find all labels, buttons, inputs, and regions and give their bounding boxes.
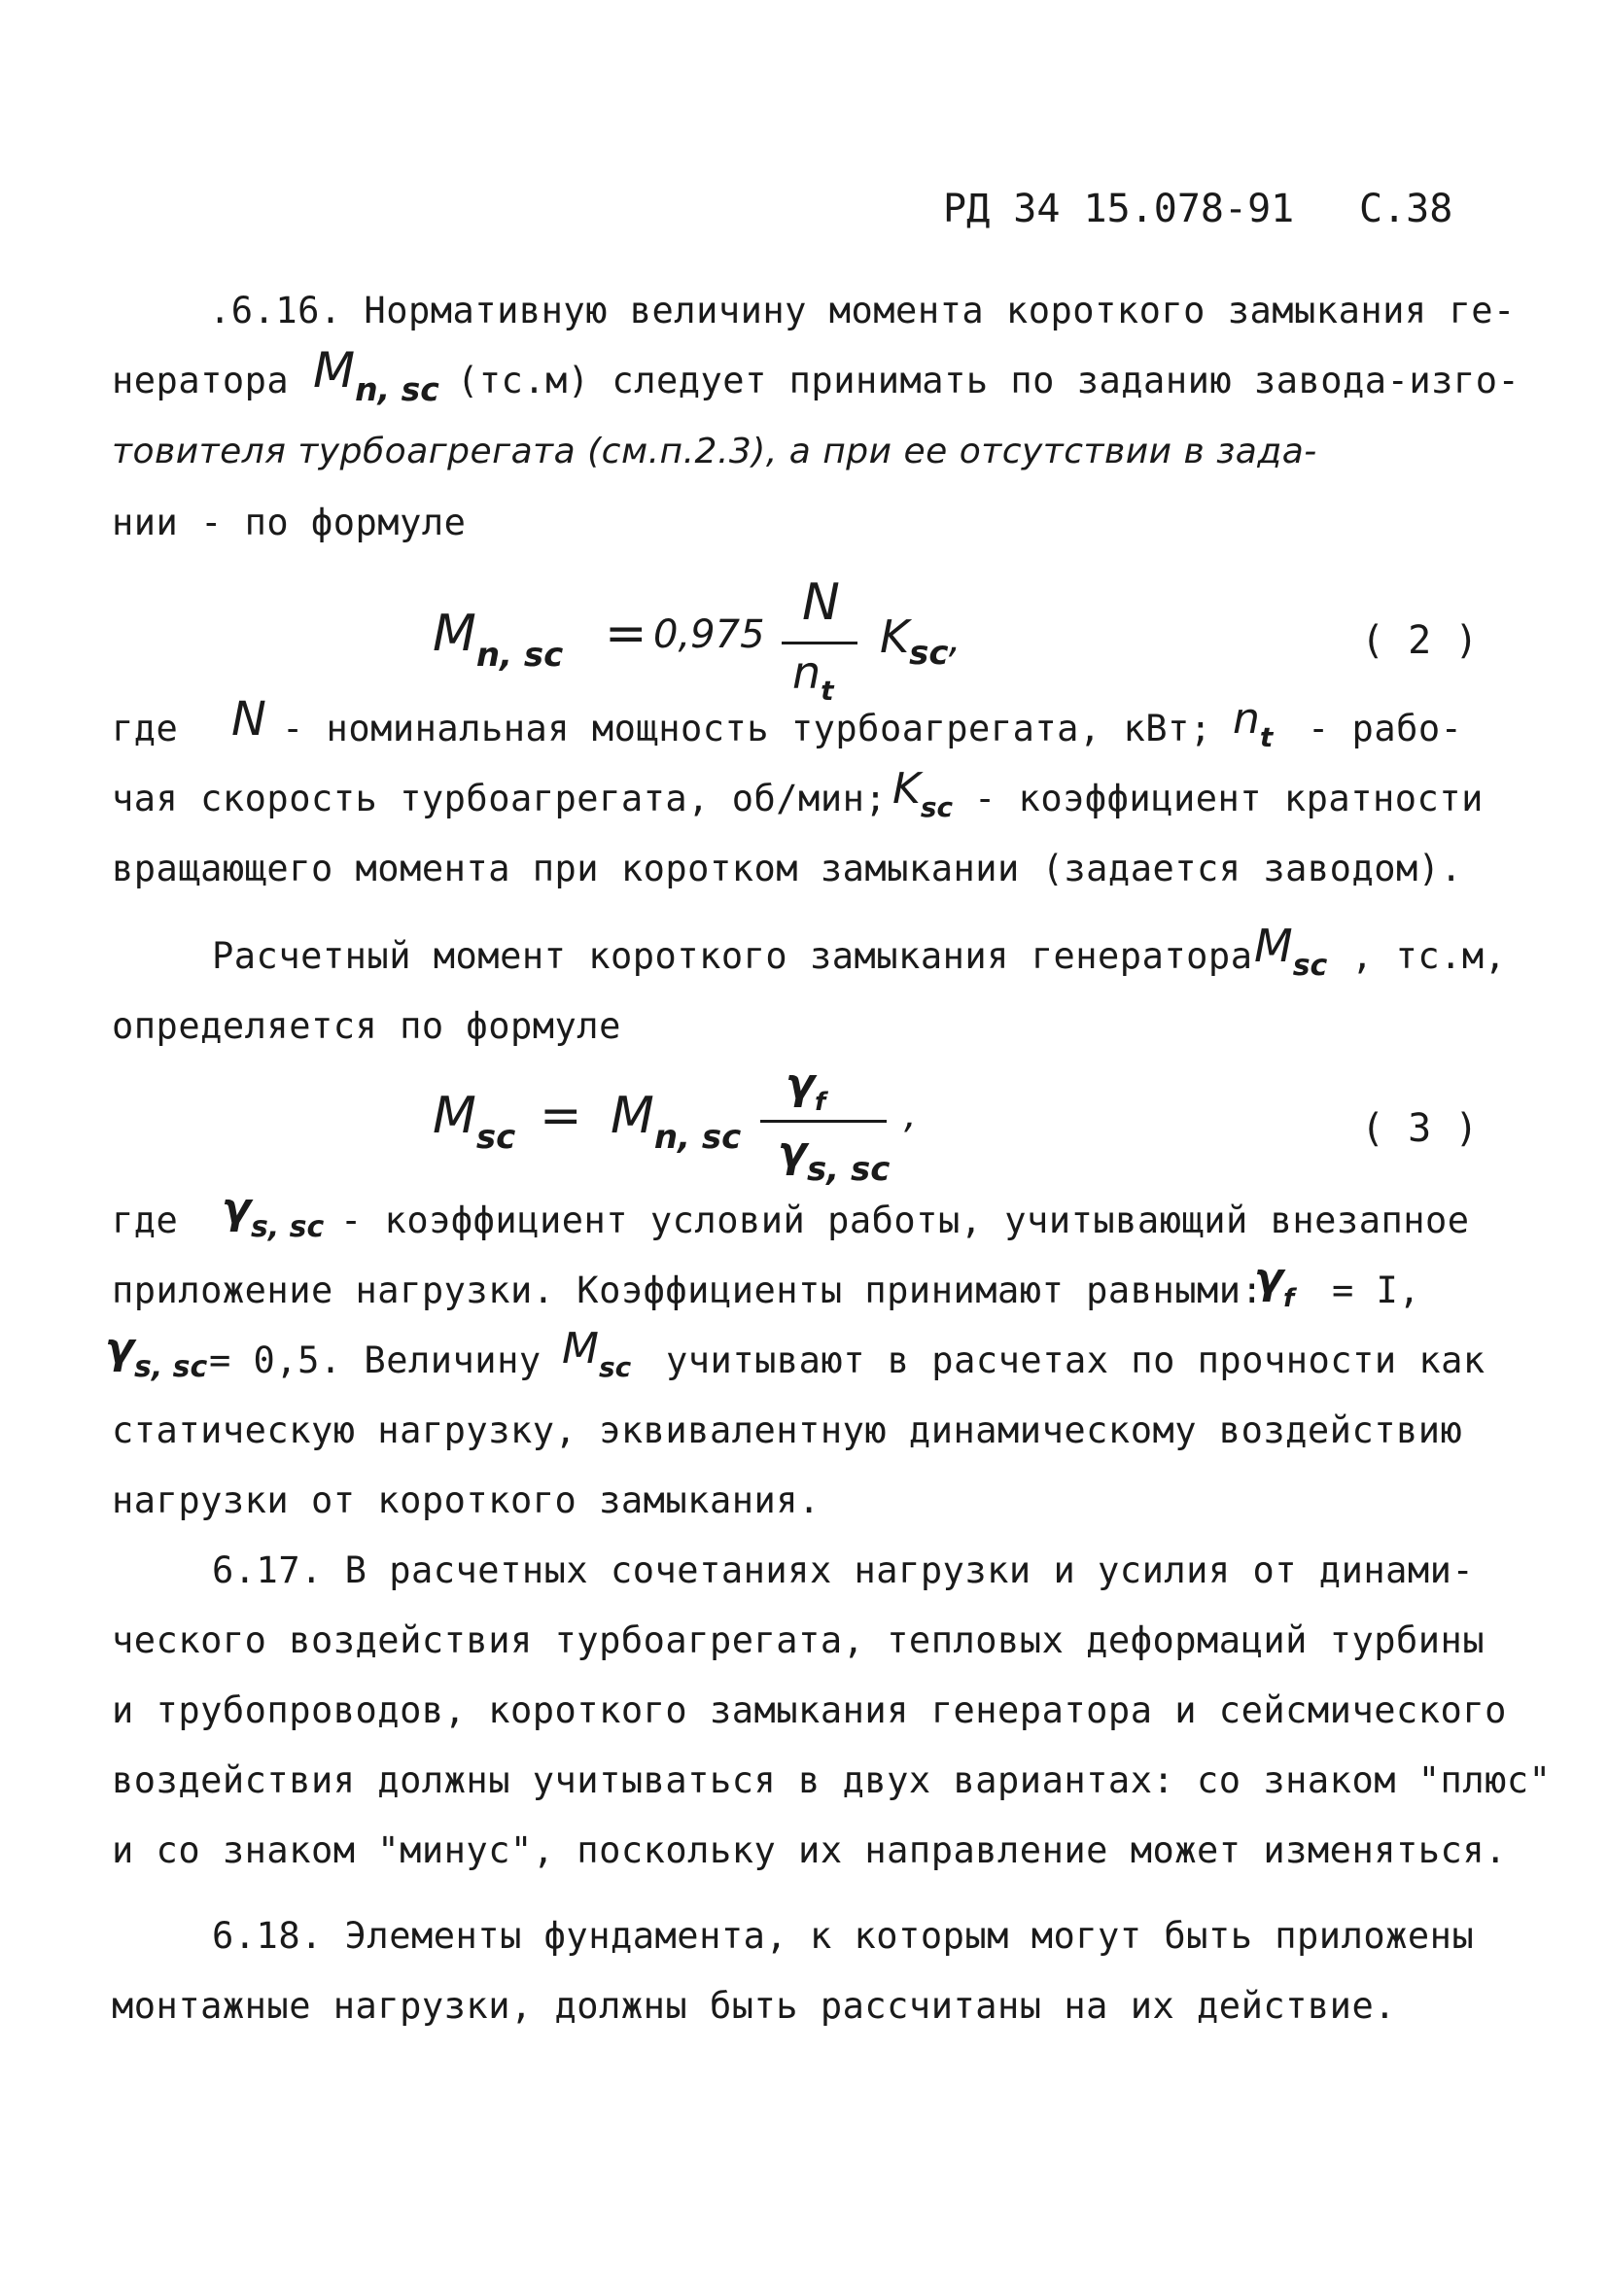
formula-3-eq: =	[540, 1087, 582, 1145]
where-2-line-1b: - номинальная мощность турбоагрегата, кВт;	[282, 708, 1212, 749]
where-2-N: N	[231, 692, 266, 747]
para-6-17-line-2: ческого воздействия турбоагрегата, тепловых деформаций турбины	[112, 1619, 1486, 1661]
formula-3-number: ( 3 )	[1361, 1106, 1479, 1151]
doc-id: РД 34 15.078-91	[943, 187, 1295, 231]
formula-3-denominator: γs, sc	[778, 1128, 891, 1189]
formula-3-fraction-bar	[760, 1120, 887, 1123]
para-6-16-line-2a: нератора	[112, 360, 290, 401]
where-3-Msc: Msc	[562, 1324, 632, 1383]
inline-m-nsc: Mn, sc	[313, 342, 439, 408]
where-2-Ksc: Ksc	[892, 764, 954, 823]
para-6-16-line-4: нии - по формуле	[112, 502, 467, 543]
formula-2-fraction-bar	[782, 642, 857, 644]
formula-2-numerator: N	[802, 574, 840, 632]
where-3-line-5: нагрузки от короткого замыкания.	[112, 1479, 821, 1521]
where-2-line-2b: - коэффициент кратности	[974, 778, 1484, 819]
formula-2-k: Ksc,	[880, 610, 961, 673]
where-2-line-2a: чая скорость турбоагрегата, об/мин;	[112, 778, 888, 819]
where-3-gamma-ssc: γs, sc	[222, 1184, 325, 1244]
formula-2-eq: =	[605, 605, 647, 663]
where-3-line-3b: учитывают в расчетах по прочности как	[666, 1339, 1486, 1381]
where-3-line-2a: приложение нагрузки. Коэффициенты принимают равными:	[112, 1270, 1264, 1311]
para-6-17-line-4: воздействия должны учитываться в двух вариантах: со знаком "плюс"	[112, 1759, 1552, 1801]
where-2-nt: nt	[1233, 694, 1274, 753]
where-3-line-2b: = I,	[1332, 1270, 1421, 1311]
where-3-line-4: статическую нагрузку, эквивалентную динамическому воздействию	[112, 1409, 1463, 1451]
para-6-18-line-1: 6.18. Элементы фундамента, к которым могут быть приложены	[212, 1915, 1475, 1957]
where-3-gamma-f: γf	[1254, 1254, 1295, 1313]
para-6-16-line-1: .6.16. Нормативную величину момента короткого замыкания ге-	[209, 290, 1516, 331]
formula-3-lhs: Msc	[433, 1087, 516, 1157]
where-3-line-1b: - коэффициент условий работы, учитывающий внезапное	[340, 1200, 1470, 1241]
formula-3-tail: ,	[904, 1093, 917, 1137]
where-2-gde: где	[112, 708, 179, 749]
where-3-line-3a: = 0,5. Величину	[209, 1339, 542, 1381]
para-6-17-line-1: 6.17. В расчетных сочетаниях нагрузки и усилия от динами-	[212, 1549, 1475, 1591]
formula-3-rhs: Mn, sc	[611, 1087, 742, 1157]
para-6-16-line-2b: (тс.м) следует принимать по заданию завода-изго-	[457, 360, 1521, 401]
calc-moment-line-1b: , тс.м,	[1351, 935, 1507, 977]
calc-moment-Msc: Msc	[1254, 920, 1328, 983]
where-2-line-1c: - рабо-	[1308, 708, 1463, 749]
formula-2-number: ( 2 )	[1361, 618, 1479, 663]
where-2-line-3: вращающего момента при коротком замыкании (задается заводом).	[112, 848, 1463, 889]
para-6-17-line-3: и трубопроводов, короткого замыкания генератора и сейсмического	[112, 1689, 1507, 1731]
calc-moment-line-1a: Расчетный момент короткого замыкания генератора	[212, 935, 1253, 977]
formula-2-denominator: nt	[792, 646, 834, 707]
formula-3-numerator: γf	[786, 1060, 826, 1117]
calc-moment-line-2: определяется по формуле	[112, 1005, 621, 1047]
para-6-18-line-2: монтажные нагрузки, должны быть рассчитаны на их действие.	[112, 1985, 1397, 2027]
para-6-17-line-5: и со знаком "минус", поскольку их направление может изменяться.	[112, 1829, 1507, 1871]
formula-2-coef: 0,975	[653, 612, 765, 657]
where-3-gamma-ssc-2: γs, sc	[105, 1324, 208, 1384]
where-3-gde: где	[112, 1200, 179, 1241]
para-6-16-line-3: товителя турбоагрегата (см.п.2.3), а при ее отсутствии в зада-	[112, 432, 1317, 471]
page-number: С.38	[1359, 187, 1453, 231]
formula-2-lhs: Mn, sc	[433, 605, 564, 675]
